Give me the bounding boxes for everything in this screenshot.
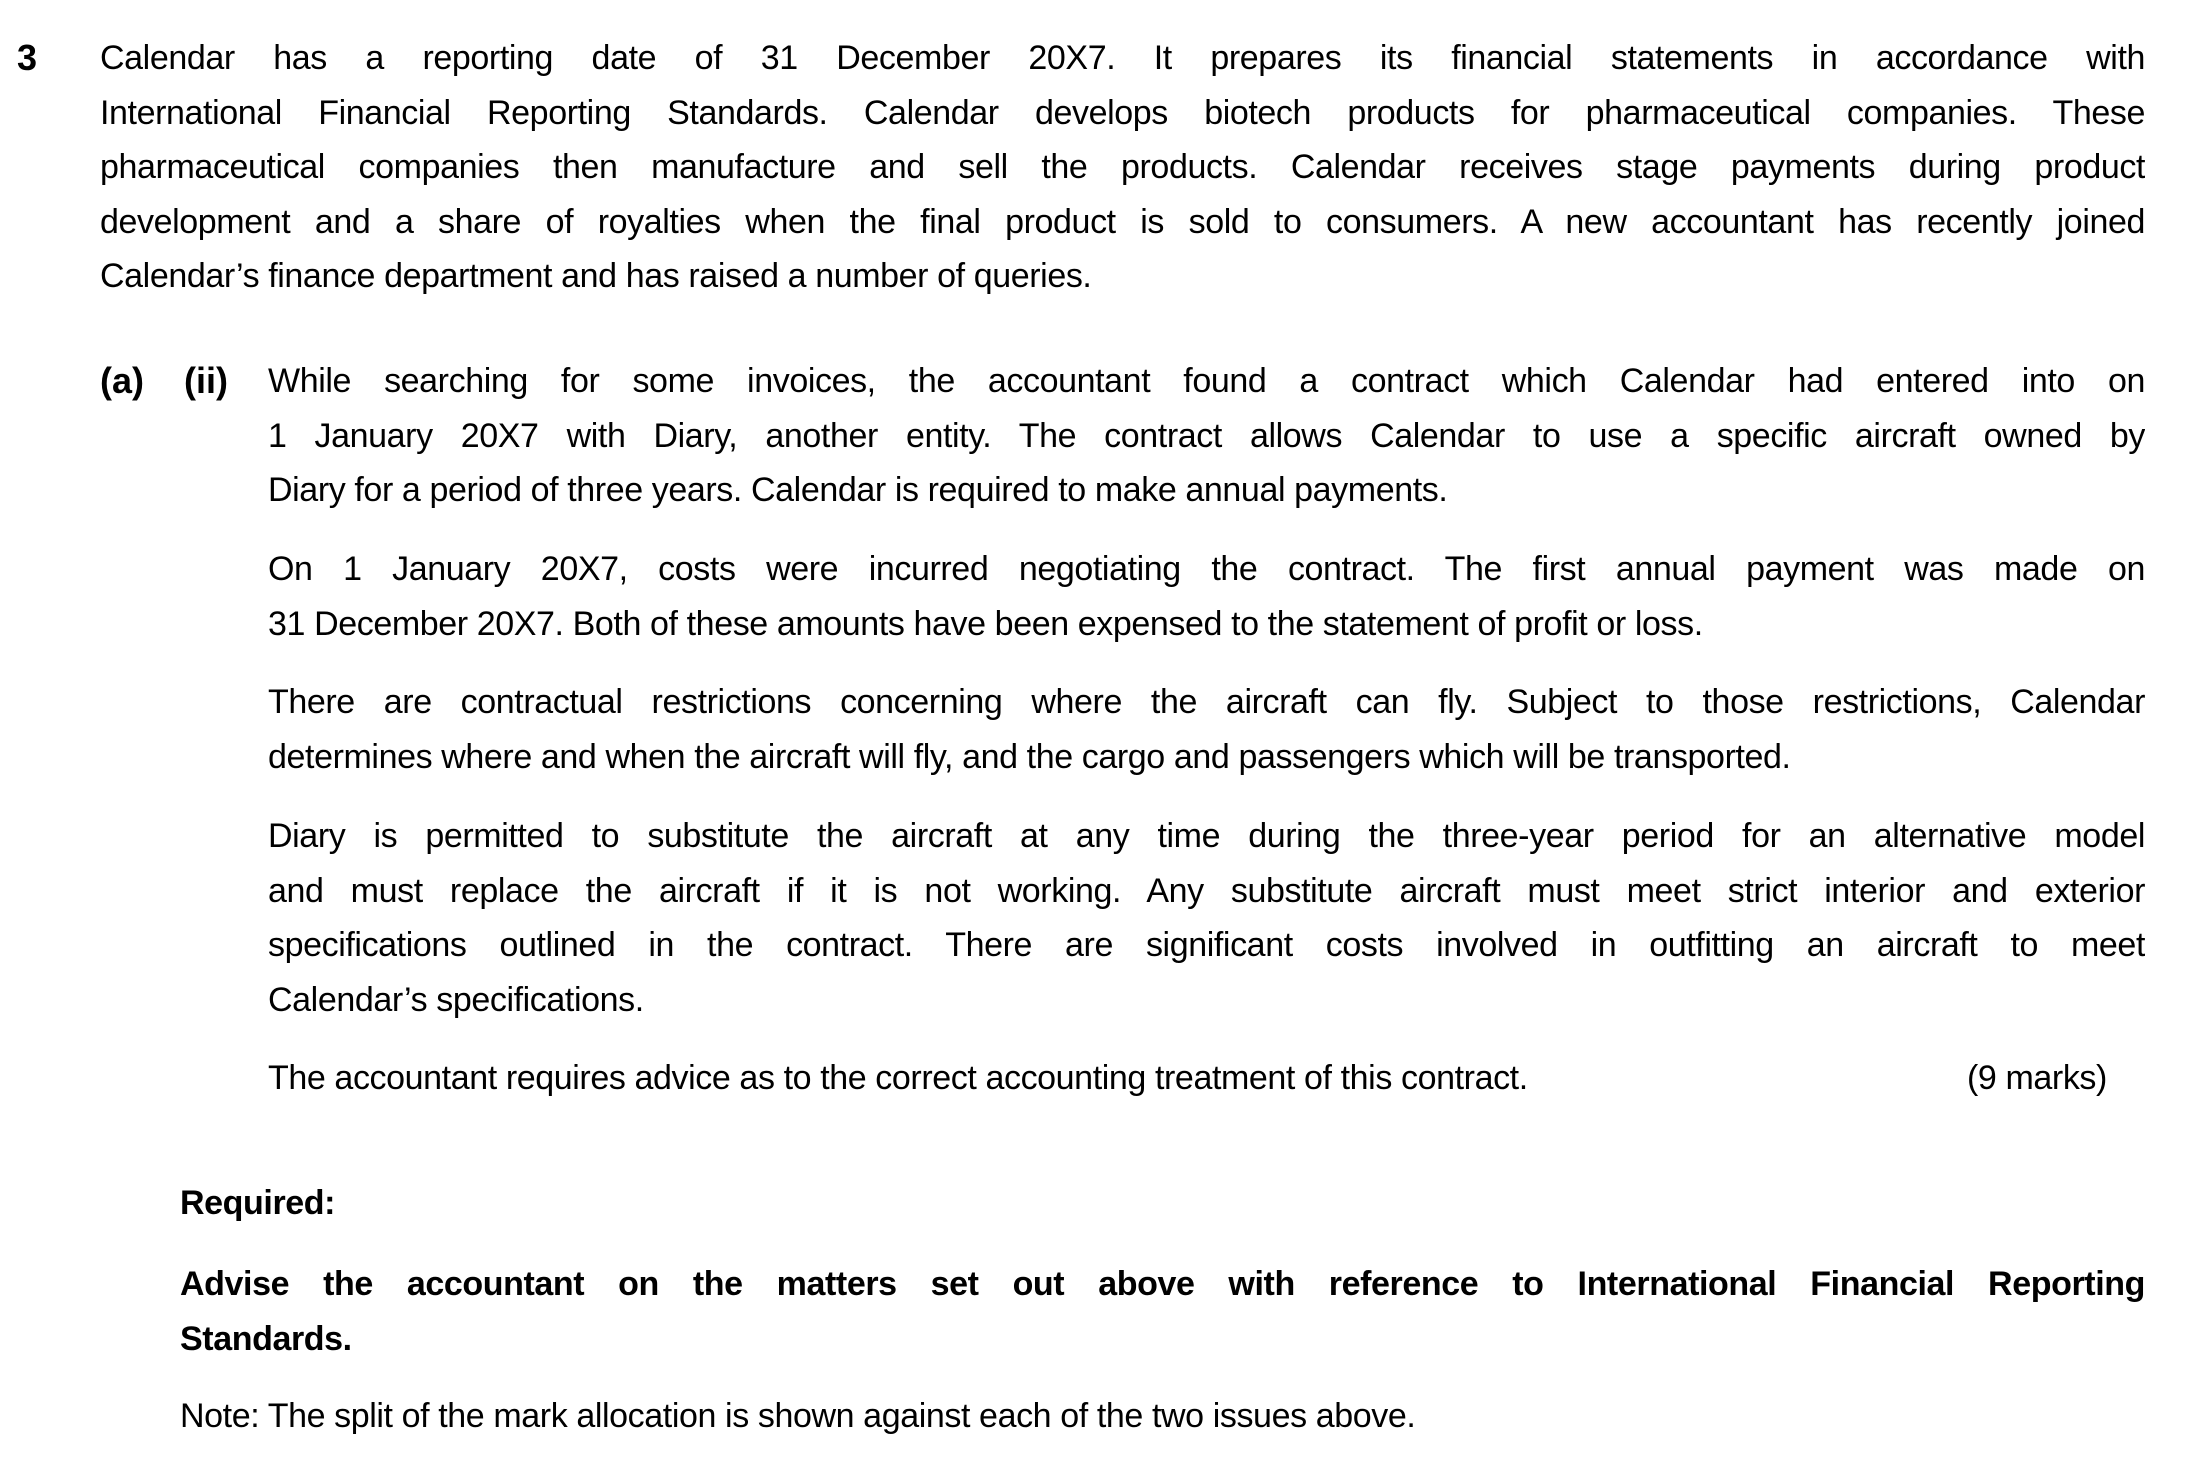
- paragraph-line: determines where and when the aircraft will fly, and the cargo and passengers which will be transported.: [268, 737, 1791, 776]
- paragraph-line: While searching for some invoices, the accountant found a contract which Calendar had entered into on: [268, 362, 2145, 400]
- intro-line: pharmaceutical companies then manufacture and sell the products. Calendar receives stage payments during product: [100, 148, 2145, 186]
- paragraph-line: On 1 January 20X7, costs were incurred negotiating the contract. The first annual payment was made on: [268, 550, 2145, 588]
- part-paragraph-3: [268, 675, 2145, 784]
- final-sentence: The accountant requires advice as to the correct accounting treatment of this contract.: [268, 1059, 1528, 1097]
- instruction-line: Standards.: [180, 1319, 352, 1358]
- intro-line: Calendar has a reporting date of 31 December 20X7. It prepares its financial statements in accordance with: [100, 39, 2145, 77]
- intro-paragraph: [100, 31, 2145, 304]
- paragraph-line: Diary for a period of three years. Calendar is required to make annual payments.: [268, 471, 1448, 509]
- part-label: (a): [100, 360, 144, 401]
- required-note: Note: The split of the mark allocation is shown against each of the two issues above.: [180, 1397, 1416, 1435]
- instruction-line: Advise the accountant on the matters set out above with reference to International Financial Reporting: [180, 1265, 2145, 1303]
- sub-part-label: (ii): [184, 360, 228, 401]
- paragraph-line: Calendar’s specifications.: [268, 980, 644, 1019]
- required-heading: Required:: [180, 1184, 336, 1222]
- required-instruction: [180, 1257, 2145, 1366]
- intro-line: International Financial Reporting Standards. Calendar develops biotech products for pharmaceutical companies. These: [100, 93, 2145, 132]
- marks-allocation: (9 marks): [1967, 1059, 2107, 1097]
- part-paragraph-4: [268, 809, 2145, 1027]
- paragraph-line: There are contractual restrictions concerning where the aircraft can fly. Subject to those restrictions, Calendar: [268, 683, 2145, 721]
- intro-line: Calendar’s finance department and has raised a number of queries.: [100, 257, 1092, 295]
- paragraph-line: Diary is permitted to substitute the aircraft at any time during the three-year period for an alternative model: [268, 817, 2145, 855]
- paragraph-line: 1 January 20X7 with Diary, another entity. The contract allows Calendar to use a specific aircraft owned by: [268, 416, 2145, 455]
- paragraph-line: and must replace the aircraft if it is not working. Any substitute aircraft must meet strict interior and exterior: [268, 871, 2145, 910]
- paragraph-line: 31 December 20X7. Both of these amounts have been expensed to the statement of profit or loss.: [268, 604, 1703, 643]
- paragraph-line: specifications outlined in the contract. There are significant costs involved in outfitting an aircraft to meet: [268, 926, 2145, 964]
- intro-line: development and a share of royalties when the final product is sold to consumers. A new accountant has recently joined: [100, 202, 2145, 241]
- part-paragraph-2: [268, 542, 2145, 651]
- part-paragraph-1: [268, 354, 2145, 518]
- question-number: 3: [17, 37, 38, 78]
